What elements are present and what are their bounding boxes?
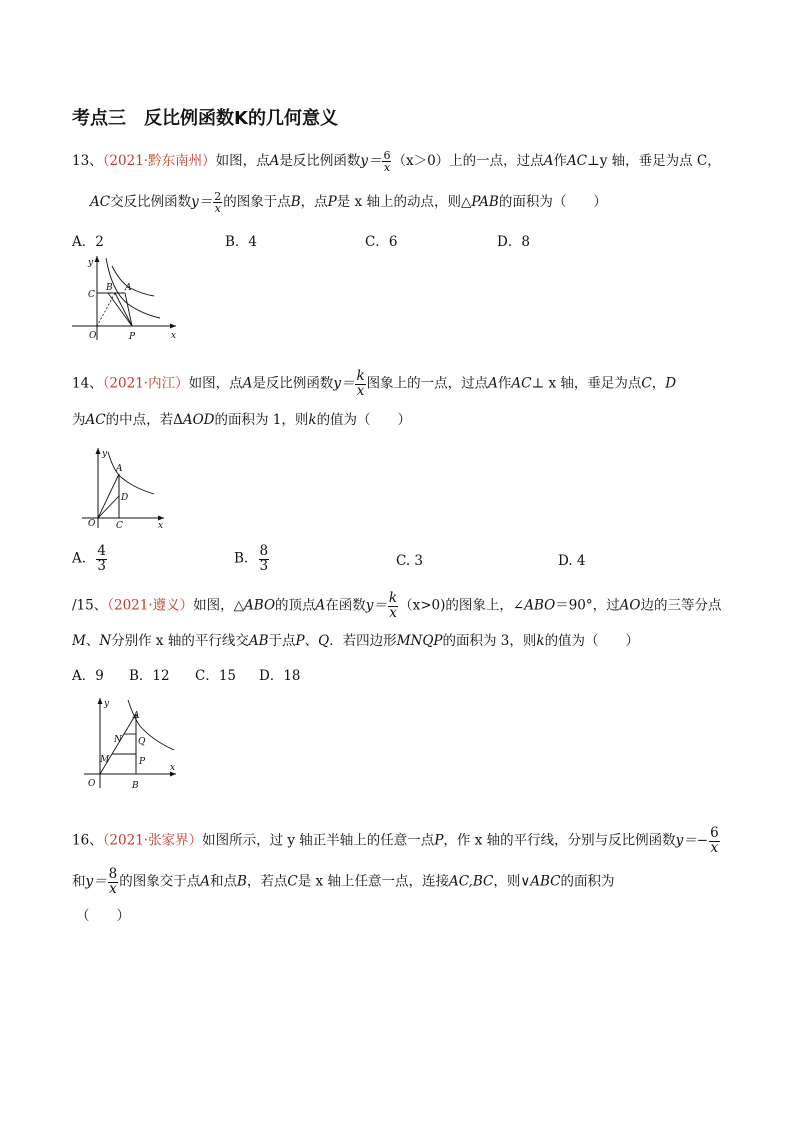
q15-option-b: B．12 — [129, 668, 170, 684]
q13-fraction-b: $\frac{2}{x}$ — [214, 190, 222, 215]
q14-option-c: C. 3 — [396, 553, 424, 569]
q15-option-a: A．9 — [72, 668, 104, 684]
q16-fraction-b: $\frac{8}{x}$ — [108, 866, 118, 897]
q15-figure — [80, 694, 186, 794]
q14-option-d: D. 4 — [558, 553, 586, 569]
q15-fraction: $\frac{k}{x}$ — [388, 590, 398, 621]
q13-option-b: B．4 — [225, 234, 258, 250]
q13-source: （2021·黔东南州） — [102, 153, 216, 169]
q13-fig-x-label: x — [171, 331, 177, 341]
q14-line2: 为AC的中点，若ΔAOD的面积为 1，则k的值为（ ） — [72, 412, 412, 428]
q14-option-a: A. $\frac{4}{3}$ — [72, 543, 106, 574]
q14-source: （2021·内江） — [102, 375, 189, 392]
q15-fig-a-label: A — [133, 711, 140, 721]
section-title: 考点三 反比例函数K的几何意义 — [72, 108, 338, 129]
q15-option-d: D．18 — [259, 668, 301, 684]
q15-line1: /15、（2021·遵义）如图，△ABO的顶点A在函数y＝ $\frac{k}{x}$ （x>0)的图象上，∠ABO＝90°，过AO边的三等分点 — [72, 590, 722, 621]
q14-option-b: B. $\frac{8}{3}$ — [234, 543, 269, 574]
q15-fig-q-label: Q — [138, 737, 146, 747]
q14-fraction: $\frac{k}{x}$ — [356, 368, 365, 399]
q13-option-a: A．2 — [72, 234, 104, 250]
q15-fig-x-label: x — [170, 763, 176, 773]
q16-fraction-a: $\frac{6}{x}$ — [710, 825, 719, 856]
q14-fig-a-label: A — [116, 464, 123, 474]
q13-fig-y-label: y — [88, 258, 94, 268]
q13-fig-a-label: A — [125, 283, 132, 293]
q13-option-c: C．6 — [365, 234, 398, 250]
q15-fig-p-label: P — [139, 757, 146, 767]
q13-fig-c-label: C — [88, 290, 95, 300]
q14-line1: 14、（2021·内江）如图，点A是反比例函数y＝ $\frac{k}{x}$ 图象上的一点，过点A作AC⊥ x 轴，垂足为点C，D — [72, 368, 677, 399]
q14-fig-y-label: y — [102, 449, 108, 459]
q13-line2: AC交反比例函数y＝ $\frac{2}{x}$ 的图象于点B，点P是 x 轴上的动点，则△PAB的面积为（ ） — [90, 190, 607, 215]
q14-fig-o-label: O — [88, 519, 96, 529]
q13-option-d: D．8 — [497, 234, 530, 250]
q16-source: （2021·张家界） — [102, 832, 203, 849]
q15-fig-m-label: M — [100, 755, 110, 765]
q13-fraction-a: $\frac{6}{x}$ — [383, 149, 391, 174]
q14-figure — [78, 444, 170, 534]
q15-line2: M、N分别作 x 轴的平行线交AB于点P、Q．若四边形MNQP的面积为 3，则k的值为（ ） — [72, 633, 640, 649]
q15-fig-n-label: N — [114, 735, 122, 745]
q15-fig-b-label: B — [132, 781, 139, 791]
q15-fig-y-label: y — [104, 699, 110, 709]
q13-line1: 13、（2021·黔东南州）如图，点A是反比例函数y＝ $\frac{6}{x}$ （x＞0）上的一点，过点A作AC⊥y 轴，垂足为点 C， — [72, 149, 721, 174]
q13-figure — [68, 252, 186, 344]
q13-fig-b-label: B — [106, 283, 113, 293]
q13-fig-p-label: P — [129, 332, 136, 342]
q16-line3: （ ） — [76, 908, 130, 924]
q16-line1: 16、（2021·张家界）如图所示，过 y 轴正半轴上的任意一点P，作 x 轴的平行线，分别与反比例函数y＝− $\frac{6}{x}$ — [72, 825, 719, 856]
q13-fig-o-label: O — [89, 331, 97, 341]
q14-fig-c-label: C — [116, 521, 123, 531]
q15-option-c: C．15 — [195, 668, 237, 684]
q14-fig-d-label: D — [121, 493, 129, 503]
q14-fig-x-label: x — [158, 521, 164, 531]
q16-line2: 和y＝ $\frac{8}{x}$ 的图象交于点A和点B，若点C是 x 轴上任意一点，连接AC,BC，则∨ABC的面积为 — [72, 866, 615, 897]
q15-source: （2021·遵义） — [107, 597, 194, 614]
q15-fig-o-label: O — [88, 779, 96, 789]
